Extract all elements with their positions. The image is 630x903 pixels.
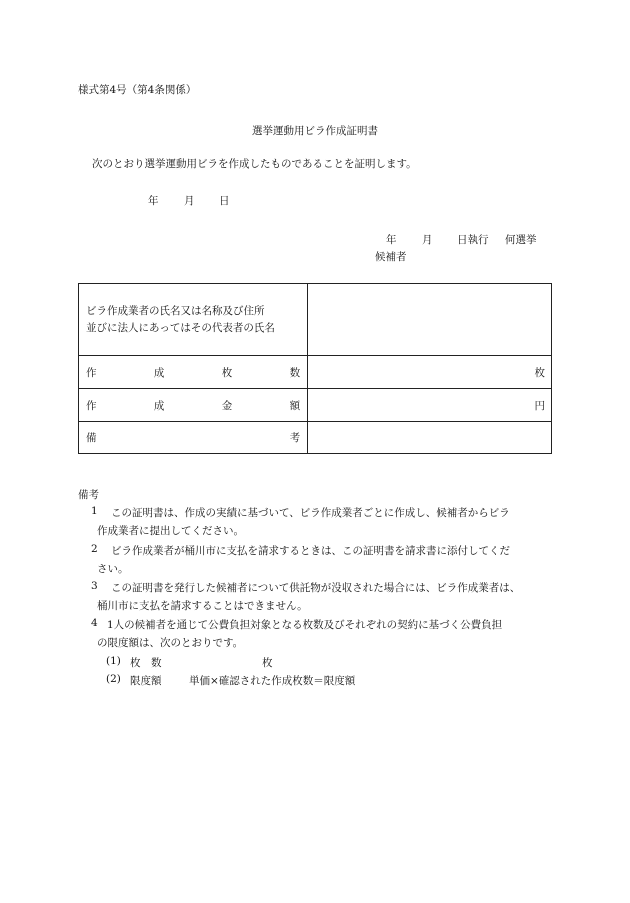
note-2-line1: ビラ作成業者が桶川市に支払を請求するときは、この証明書を請求書に添付してくだ	[111, 545, 510, 557]
intro-text: 次のとおり選挙運動用ビラを作成したものであることを証明します。	[92, 158, 417, 170]
remarks-label-char2: 考	[289, 432, 301, 444]
note-3-line2: 桶川市に支払を請求することはできません。	[97, 600, 308, 612]
election-month-label: 月	[422, 234, 433, 246]
quantity-label-char4: 数	[289, 366, 301, 379]
table-row	[79, 422, 552, 454]
vendor-value-cell	[308, 284, 552, 356]
table-row	[79, 389, 552, 422]
notes-heading: 備考	[78, 489, 99, 501]
date-day-label: 日	[219, 195, 230, 207]
subnote-2-formula: 単価×確認された作成枚数＝限度額	[189, 675, 356, 687]
form-number: 様式第4号（第4条関係）	[78, 84, 197, 96]
date-year-label: 年	[148, 195, 159, 207]
quantity-label-char3: 枚	[221, 366, 233, 379]
note-1-number: 1	[91, 505, 98, 517]
election-day-label: 日執行	[457, 234, 489, 246]
amount-label-cell	[79, 389, 308, 422]
quantity-label-char1: 作	[86, 366, 97, 379]
note-1-line2: 作成業者に提出してください。	[97, 525, 244, 537]
note-4-number: 4	[91, 617, 98, 629]
quantity-label-cell	[79, 356, 308, 389]
note-1-line1: この証明書は、作成の実績に基づいて、ビラ作成業者ごとに作成し、候補者からビラ	[111, 507, 510, 519]
subnote-1-label: 枚 数	[130, 657, 162, 669]
amount-label-char4: 額	[289, 399, 301, 412]
remarks-value-cell	[308, 422, 552, 454]
amount-label-char3: 金	[221, 399, 233, 412]
note-4-line2: の限度額は、次のとおりです。	[97, 637, 244, 649]
vendor-label-line1: ビラ作成業者の氏名又は名称及び住所	[86, 304, 265, 317]
election-name-label: 何選挙	[505, 234, 537, 246]
note-2-line2: さい。	[97, 563, 129, 575]
note-3-line1: この証明書を発行した候補者について供託物が没収された場合には、ビラ作成業者は、	[111, 582, 521, 594]
note-3-number: 3	[91, 580, 98, 592]
note-4-line1: 1人の候補者を通じて公費負担対象となる枚数及びそれぞれの契約に基づく公費負担	[107, 619, 503, 631]
subnote-2-number: (2)	[106, 673, 121, 685]
document-title: 選挙運動用ビラ作成証明書	[252, 125, 378, 137]
remarks-label-cell	[79, 422, 308, 454]
date-month-label: 月	[184, 195, 195, 207]
amount-label-char1: 作	[86, 399, 97, 412]
remarks-label-char1: 備	[86, 432, 97, 444]
quantity-unit: 枚	[308, 356, 552, 389]
amount-label-char2: 成	[153, 399, 165, 412]
vendor-label-cell	[79, 284, 308, 356]
subnote-1-unit: 枚	[262, 657, 273, 669]
table-row	[79, 284, 552, 356]
amount-unit: 円	[308, 389, 552, 422]
subnote-1-number: (1)	[106, 655, 121, 667]
quantity-label-char2: 成	[153, 366, 165, 379]
table-row	[79, 356, 552, 389]
candidate-label: 候補者	[375, 251, 407, 263]
certificate-table	[78, 283, 552, 454]
election-year-label: 年	[386, 234, 397, 246]
note-2-number: 2	[91, 543, 98, 555]
subnote-2-label: 限度額	[130, 675, 162, 687]
vendor-label-line2: 並びに法人にあってはその代表者の氏名	[86, 321, 275, 334]
